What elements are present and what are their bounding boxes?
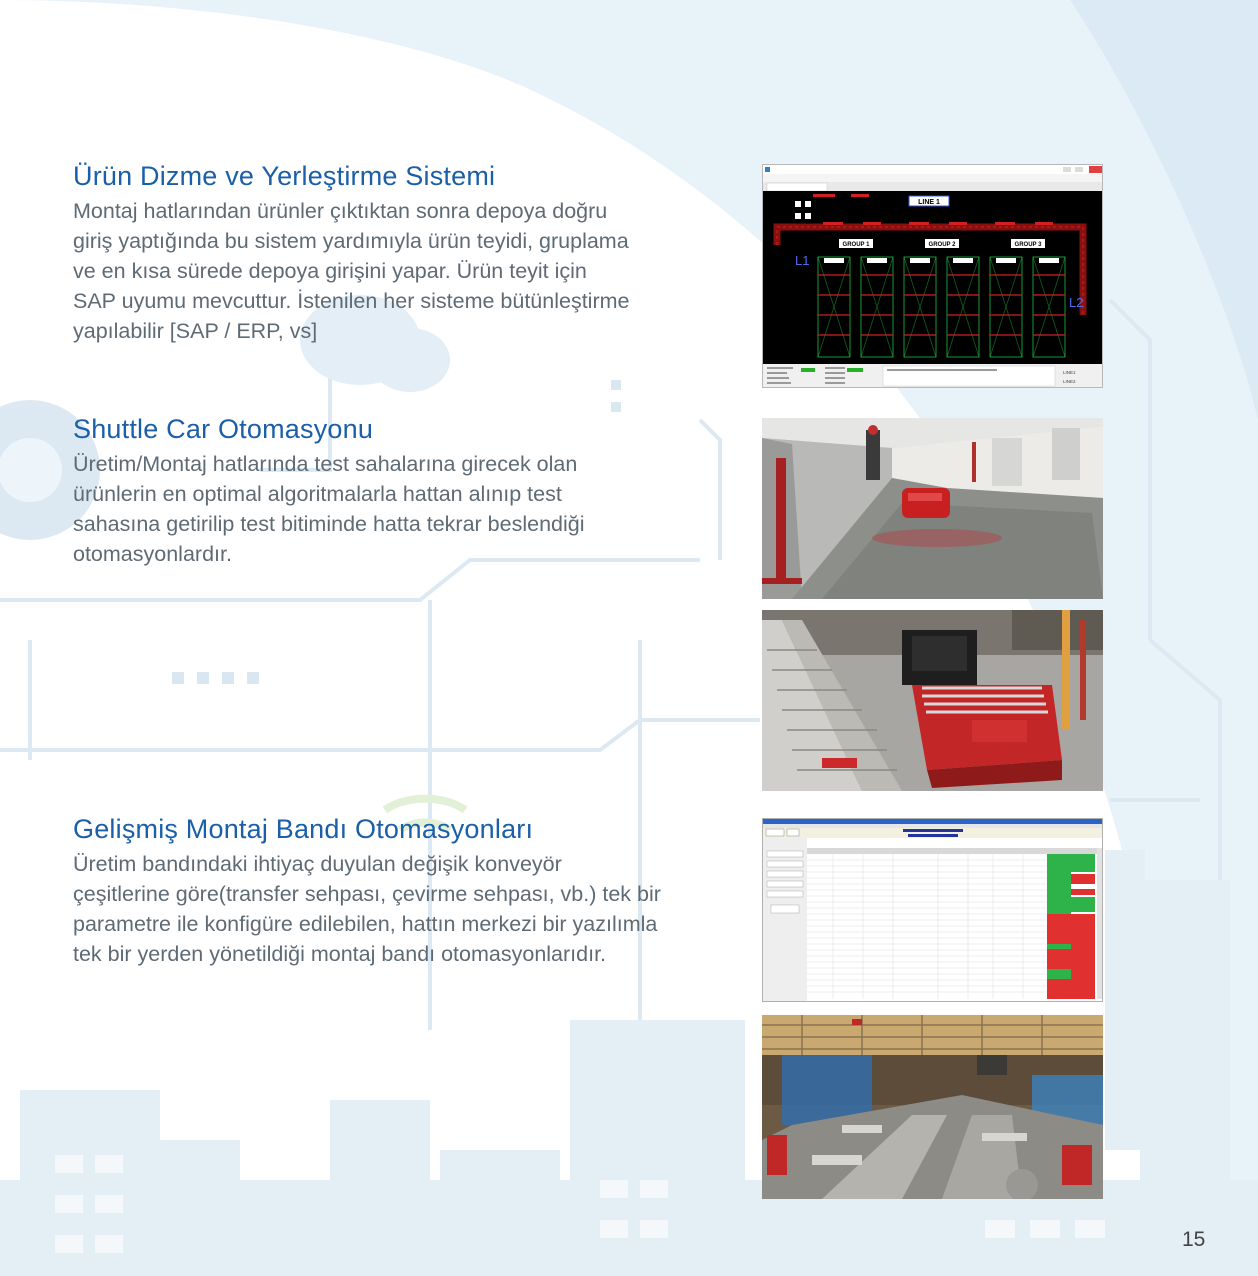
shuttle-car-corridor-photo <box>762 418 1103 599</box>
scada-screenshot <box>762 164 1103 388</box>
section-body <box>73 196 713 346</box>
body-line: otomasyonlardır. <box>73 542 232 566</box>
section-product-sorting <box>73 160 713 346</box>
assembly-line-hall-photo <box>762 1015 1103 1199</box>
section-title: Ürün Dizme ve Yerleştirme Sistemi <box>73 161 496 191</box>
scada-group-label: GROUP 3 <box>1014 242 1042 248</box>
scada-side-label: L1 <box>795 253 810 268</box>
section-title: Shuttle Car Otomasyonu <box>73 414 374 444</box>
section-shuttle-car <box>73 413 713 569</box>
body-line: ürünlerin en optimal algoritmalarla hattan alınıp test <box>73 482 562 506</box>
scada-line-tag: LINE1 <box>1063 370 1076 375</box>
scada-side-label: L2 <box>1069 295 1084 310</box>
shuttle-car-conveyor-photo <box>762 610 1103 791</box>
section-title: Gelişmiş Montaj Bandı Otomasyonları <box>73 814 534 844</box>
scada-line-label: LINE 1 <box>918 199 940 206</box>
scada-group-label: GROUP 2 <box>928 242 956 248</box>
photo-drawing <box>762 610 1103 791</box>
body-line: tek bir yerden yönetildiği montaj bandı otomasyonlarıdır. <box>73 942 607 966</box>
body-line: parametre ile konfigüre edilebilen, hattın merkezi bir yazılımla <box>73 912 658 936</box>
body-line: giriş yaptığında bu sistem yardımıyla ürün teyidi, gruplama <box>73 229 629 253</box>
body-line: ve en kısa sürede depoya girişini yapar. Ürün teyit için <box>73 259 587 283</box>
assembly-software-screenshot <box>762 818 1103 1002</box>
body-line: çeşitlerine göre(transfer sehpası, çevirme sehpası, vb.) tek bir <box>73 882 661 906</box>
scada-line-tag: LINE2 <box>1063 379 1076 384</box>
section-body <box>73 849 716 969</box>
scada-drawing <box>763 165 1103 388</box>
body-line: sahasına getirilip test bitiminde hatta tekrar beslendiği <box>73 512 585 536</box>
section-assembly-line <box>73 813 716 969</box>
page-number: 15 <box>1182 1228 1206 1251</box>
section-body <box>73 449 713 569</box>
scada-group-label: GROUP 1 <box>842 242 870 248</box>
body-line: Üretim bandındaki ihtiyaç duyulan değişik konveyör <box>73 852 562 876</box>
body-line: SAP uyumu mevcuttur. İstenilen her sisteme bütünleştirme <box>73 289 630 313</box>
photo-drawing <box>762 1015 1103 1199</box>
body-line: Montaj hatlarından ürünler çıktıktan sonra depoya doğru <box>73 199 608 223</box>
body-line: Üretim/Montaj hatlarında test sahalarına girecek olan <box>73 452 578 476</box>
software-drawing <box>763 819 1103 1002</box>
photo-drawing <box>762 418 1103 599</box>
body-line: yapılabilir [SAP / ERP, vs] <box>73 319 318 343</box>
